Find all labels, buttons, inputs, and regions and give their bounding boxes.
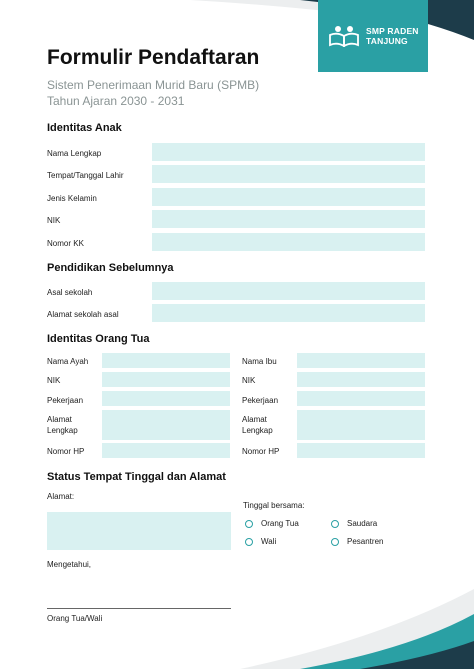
form-title: Formulir Pendaftaran <box>47 46 260 69</box>
radio-circle-icon <box>245 538 253 546</box>
label-nama-ibu: Nama Ibu <box>242 357 277 366</box>
nama-lengkap-input[interactable] <box>152 143 425 161</box>
alamat-ayah-input[interactable] <box>102 410 230 440</box>
label-alamat-ayah: Alamat Lengkap <box>47 415 78 435</box>
radio-pesantren[interactable]: Pesantren <box>331 537 383 546</box>
label-mengetahui: Mengetahui, <box>47 560 92 569</box>
asal-sekolah-input[interactable] <box>152 282 425 300</box>
alamat-ibu-input[interactable] <box>297 410 425 440</box>
section-pendidikan: Pendidikan Sebelumnya <box>47 262 174 274</box>
nik-ibu-input[interactable] <box>297 372 425 387</box>
label-nik-ayah: NIK <box>47 376 61 385</box>
jenis-kelamin-input[interactable] <box>152 188 425 206</box>
label-alamat: Alamat: <box>47 492 75 501</box>
nik-ayah-input[interactable] <box>102 372 230 387</box>
label-nik-anak: NIK <box>47 216 61 225</box>
school-logo <box>318 0 428 72</box>
label-nik-ibu: NIK <box>242 376 256 385</box>
label-pekerjaan-ayah: Pekerjaan <box>47 396 84 405</box>
radio-circle-icon <box>245 520 253 528</box>
nama-ayah-input[interactable] <box>102 353 230 368</box>
academic-year: Tahun Ajaran 2030 - 2031 <box>47 94 185 108</box>
label-alamat-sekolah: Alamat sekolah asal <box>47 310 119 319</box>
alamat-sekolah-input[interactable] <box>152 304 425 322</box>
radio-saudara[interactable]: Saudara <box>331 519 377 528</box>
nik-anak-input[interactable] <box>152 210 425 228</box>
label-nama-lengkap: Nama Lengkap <box>47 149 102 158</box>
section-orang-tua: Identitas Orang Tua <box>47 333 150 345</box>
label-asal-sekolah: Asal sekolah <box>47 288 93 297</box>
label-orang-tua-wali: Orang Tua/Wali <box>47 614 103 623</box>
radio-wali[interactable]: Wali <box>245 537 276 546</box>
label-tinggal-bersama: Tinggal bersama: <box>243 501 305 510</box>
footer-wave-decoration <box>0 569 474 669</box>
label-hp-ayah: Nomor HP <box>47 447 85 456</box>
ttl-input[interactable] <box>152 165 425 183</box>
radio-circle-icon <box>331 538 339 546</box>
pekerjaan-ayah-input[interactable] <box>102 391 230 406</box>
radio-circle-icon <box>331 520 339 528</box>
label-jenis-kelamin: Jenis Kelamin <box>47 194 97 203</box>
section-identitas-anak: Identitas Anak <box>47 122 122 134</box>
radio-orang-tua[interactable]: Orang Tua <box>245 519 299 528</box>
school-name: SMP RADEN TANJUNG <box>366 26 419 46</box>
nomor-kk-input[interactable] <box>152 233 425 251</box>
pekerjaan-ibu-input[interactable] <box>297 391 425 406</box>
label-nama-ayah: Nama Ayah <box>47 357 89 366</box>
open-book-icon <box>328 25 360 47</box>
label-ttl: Tempat/Tanggal Lahir <box>47 171 124 180</box>
alamat-input[interactable] <box>47 512 231 550</box>
section-status-tinggal: Status Tempat Tinggal dan Alamat <box>47 471 226 483</box>
form-subtitle: Sistem Penerimaan Murid Baru (SPMB) <box>47 78 260 92</box>
label-pekerjaan-ibu: Pekerjaan <box>242 396 279 405</box>
hp-ayah-input[interactable] <box>102 443 230 458</box>
hp-ibu-input[interactable] <box>297 443 425 458</box>
label-nomor-kk: Nomor KK <box>47 239 84 248</box>
label-hp-ibu: Nomor HP <box>242 447 280 456</box>
label-alamat-ibu: Alamat Lengkap <box>242 415 273 435</box>
nama-ibu-input[interactable] <box>297 353 425 368</box>
